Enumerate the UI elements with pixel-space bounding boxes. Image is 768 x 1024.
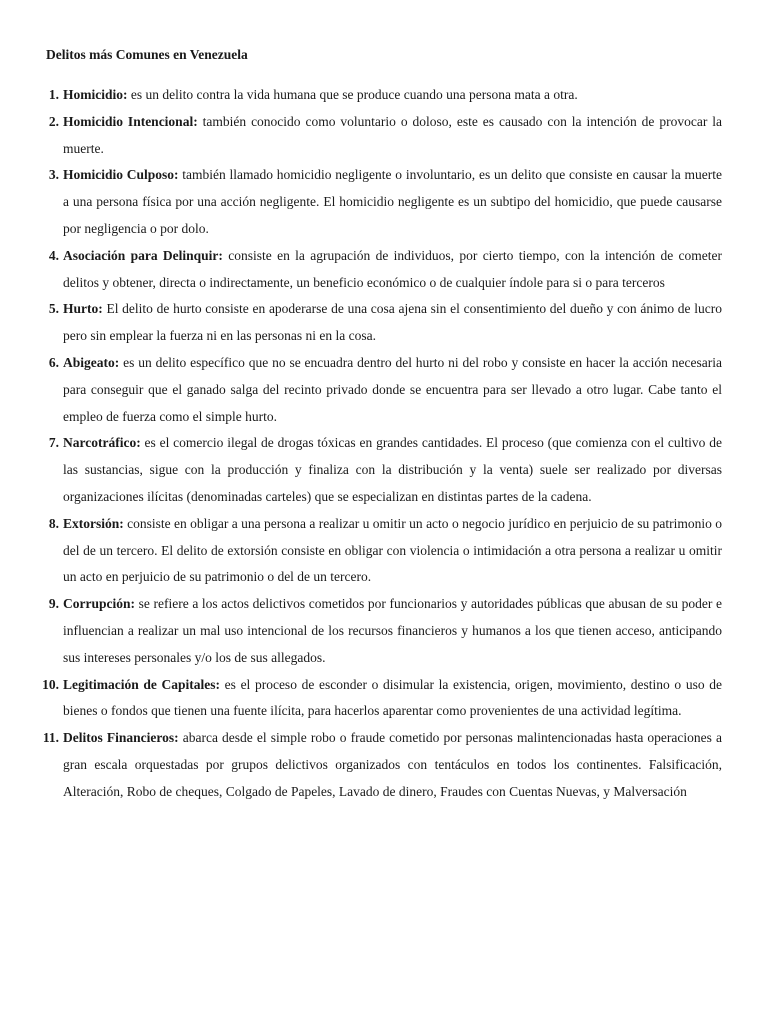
item-number: 11.	[42, 730, 59, 746]
item-term: Asociación para Delinquir:	[63, 247, 223, 263]
list-item	[42, 725, 722, 805]
item-text: consiste en la agrupación de individuos, por cierto tiempo, con la intención de cometer delitos y obtener, directa o indirectamente, un beneficio económico o de cualquier índole para si o para terceros	[63, 247, 722, 290]
list-item	[48, 109, 722, 163]
list-item	[48, 162, 722, 242]
item-text: abarca desde el simple robo o fraude cometido por personas malintencionadas hasta operaciones a gran escala orquestadas por grupos delictivos organizados con tentáculos en todos los continentes. Falsificación, Alteración, Robo de cheques, Colgado de Papeles, Lavado de dinero, Fraudes con Cuentas Nuevas, y Malversación	[63, 730, 722, 799]
list-item	[48, 243, 722, 297]
item-number: 5.	[48, 301, 59, 317]
item-number: 6.	[48, 354, 59, 370]
item-term: Abigeato:	[63, 354, 120, 370]
item-number: 10.	[42, 676, 59, 692]
item-text: se refiere a los actos delictivos cometidos por funcionarios y autoridades públicas que abusan de su poder e influencian a realizar un mal uso intencional de los recursos financieros y humanos a los que tienen acceso, anticipando sus intereses personales y/o los de sus allegados.	[63, 596, 722, 665]
item-text: es el proceso de esconder o disimular la existencia, origen, movimiento, destino o uso de bienes o fondos que tienen una fuente ilícita, para hacerlos aparentar como provenientes de una actividad legítima.	[63, 676, 722, 719]
list-item	[48, 511, 722, 591]
item-number: 8.	[48, 515, 59, 531]
item-term: Homicidio Intencional:	[63, 113, 198, 129]
item-number: 3.	[48, 167, 59, 183]
item-number: 4.	[48, 247, 59, 263]
item-term: Corrupción:	[63, 596, 135, 612]
item-term: Hurto:	[63, 301, 103, 317]
item-text: consiste en obligar a una persona a realizar u omitir un acto o negocio jurídico en perjuicio de su patrimonio o del de un tercero. El delito de extorsión consiste en obligar con violencia o intimidación a otra persona a realizar u omitir un acto en perjuicio de su patrimonio o del de un tercero.	[63, 515, 722, 585]
item-number: 9.	[48, 596, 59, 612]
list-item	[48, 591, 722, 671]
list-item	[42, 672, 722, 726]
item-text: es un delito contra la vida humana que se produce cuando una persona mata a otra.	[127, 87, 578, 102]
document-title: Delitos más Comunes en Venezuela	[46, 47, 248, 62]
item-number: 7.	[48, 435, 59, 451]
crime-list	[0, 82, 768, 806]
list-item	[48, 430, 722, 510]
item-text: El delito de hurto consiste en apoderarse de una cosa ajena sin el consentimiento del dueño y con ánimo de lucro pero sin emplear la fuerza ni en las personas ni en la cosa.	[63, 301, 722, 344]
item-text: también llamado homicidio negligente o involuntario, es un delito que consiste en causar la muerte a una persona física por una acción negligente. El homicidio negligente es un subtipo del homicidio, que puede causarse por negligencia o por dolo.	[63, 167, 722, 236]
item-term: Extorsión:	[63, 515, 124, 531]
item-term: Homicidio Culposo:	[63, 167, 179, 183]
list-item	[48, 296, 722, 350]
item-text: es el comercio ilegal de drogas tóxicas en grandes cantidades. El proceso (que comienza con el cultivo de las sustancias, sigue con la producción y finaliza con la distribución y la venta) suele ser realizado por diversas organizaciones ilícitas (denominadas carteles) que se especializan en distintas partes de la cadena.	[63, 435, 722, 504]
item-term: Delitos Financieros:	[63, 730, 179, 746]
list-item	[48, 82, 722, 109]
item-number: 2.	[48, 113, 59, 129]
item-term: Legitimación de Capitales:	[63, 676, 221, 692]
item-text: también conocido como voluntario o doloso, este es causado con la intención de provocar la muerte.	[63, 113, 722, 156]
item-number: 1.	[48, 87, 59, 102]
item-text: es un delito específico que no se encuadra dentro del hurto ni del robo y consiste en hacer la acción necesaria para conseguir que el ganado salga del recinto privado donde se encuentra para ser llevado a otro lugar. Cabe tanto el empleo de fuerza como el simple hurto.	[63, 354, 722, 424]
list-item	[48, 350, 722, 430]
item-term: Narcotráfico:	[63, 435, 141, 451]
item-term: Homicidio:	[63, 87, 128, 102]
